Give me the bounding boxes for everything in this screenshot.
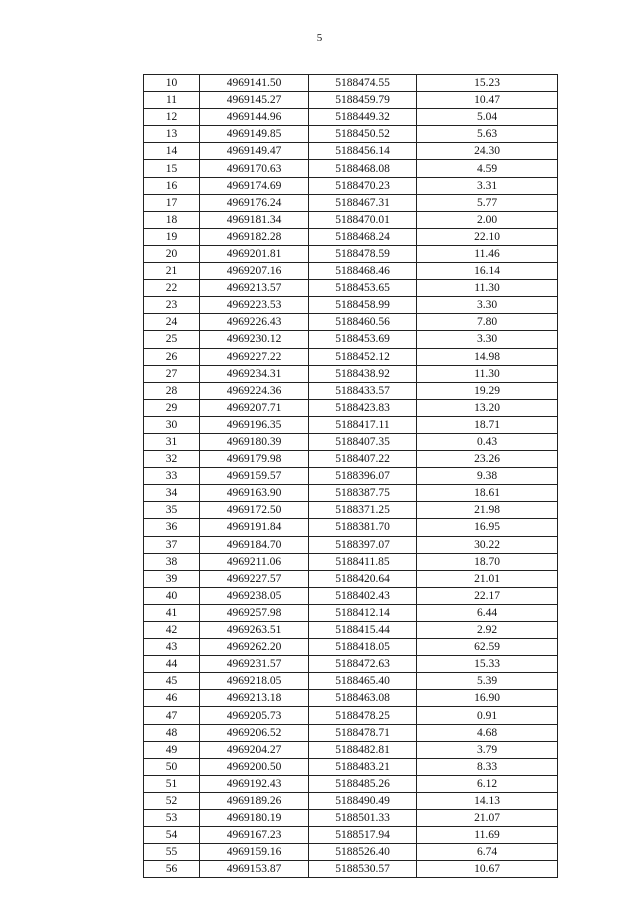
table-row <box>144 536 558 553</box>
table-row <box>144 109 558 126</box>
table-row <box>144 656 558 673</box>
x-coordinate-cell: 4969172.50 <box>200 502 309 519</box>
table-row <box>144 468 558 485</box>
y-coordinate-cell: 5188418.05 <box>309 639 417 656</box>
point-number-cell: 45 <box>144 673 200 690</box>
point-number-cell: 24 <box>144 314 200 331</box>
distance-cell: 13.20 <box>417 399 558 416</box>
y-coordinate-cell: 5188456.14 <box>309 143 417 160</box>
table-row <box>144 570 558 587</box>
table-row <box>144 177 558 194</box>
x-coordinate-cell: 4969174.69 <box>200 177 309 194</box>
distance-cell: 18.71 <box>417 416 558 433</box>
point-number-cell: 27 <box>144 365 200 382</box>
table-row <box>144 143 558 160</box>
y-coordinate-cell: 5188485.26 <box>309 775 417 792</box>
y-coordinate-cell: 5188453.65 <box>309 280 417 297</box>
point-number-cell: 30 <box>144 416 200 433</box>
distance-cell: 3.30 <box>417 331 558 348</box>
point-number-cell: 21 <box>144 263 200 280</box>
y-coordinate-cell: 5188468.24 <box>309 228 417 245</box>
point-number-cell: 38 <box>144 553 200 570</box>
distance-cell: 16.14 <box>417 263 558 280</box>
x-coordinate-cell: 4969167.23 <box>200 827 309 844</box>
point-number-cell: 31 <box>144 433 200 450</box>
y-coordinate-cell: 5188412.14 <box>309 604 417 621</box>
y-coordinate-cell: 5188415.44 <box>309 622 417 639</box>
x-coordinate-cell: 4969181.34 <box>200 211 309 228</box>
table-row <box>144 775 558 792</box>
table-row <box>144 792 558 809</box>
y-coordinate-cell: 5188468.08 <box>309 160 417 177</box>
y-coordinate-cell: 5188407.22 <box>309 451 417 468</box>
table-row <box>144 707 558 724</box>
x-coordinate-cell: 4969170.63 <box>200 160 309 177</box>
point-number-cell: 18 <box>144 211 200 228</box>
x-coordinate-cell: 4969159.16 <box>200 844 309 861</box>
x-coordinate-cell: 4969211.06 <box>200 553 309 570</box>
distance-cell: 14.13 <box>417 792 558 809</box>
y-coordinate-cell: 5188460.56 <box>309 314 417 331</box>
y-coordinate-cell: 5188407.35 <box>309 433 417 450</box>
distance-cell: 7.80 <box>417 314 558 331</box>
y-coordinate-cell: 5188371.25 <box>309 502 417 519</box>
x-coordinate-cell: 4969153.87 <box>200 861 309 878</box>
point-number-cell: 40 <box>144 587 200 604</box>
x-coordinate-cell: 4969224.36 <box>200 382 309 399</box>
x-coordinate-cell: 4969231.57 <box>200 656 309 673</box>
y-coordinate-cell: 5188478.71 <box>309 724 417 741</box>
y-coordinate-cell: 5188417.11 <box>309 416 417 433</box>
y-coordinate-cell: 5188396.07 <box>309 468 417 485</box>
y-coordinate-cell: 5188449.32 <box>309 109 417 126</box>
y-coordinate-cell: 5188402.43 <box>309 587 417 604</box>
distance-cell: 16.90 <box>417 690 558 707</box>
distance-cell: 3.31 <box>417 177 558 194</box>
y-coordinate-cell: 5188423.83 <box>309 399 417 416</box>
y-coordinate-cell: 5188420.64 <box>309 570 417 587</box>
table-row <box>144 416 558 433</box>
table-row <box>144 758 558 775</box>
point-number-cell: 19 <box>144 228 200 245</box>
x-coordinate-cell: 4969149.85 <box>200 126 309 143</box>
x-coordinate-cell: 4969184.70 <box>200 536 309 553</box>
coordinates-table-body <box>144 75 558 878</box>
x-coordinate-cell: 4969192.43 <box>200 775 309 792</box>
y-coordinate-cell: 5188452.12 <box>309 348 417 365</box>
distance-cell: 5.04 <box>417 109 558 126</box>
table-row <box>144 604 558 621</box>
y-coordinate-cell: 5188530.57 <box>309 861 417 878</box>
point-number-cell: 43 <box>144 639 200 656</box>
y-coordinate-cell: 5188474.55 <box>309 75 417 92</box>
table-row <box>144 587 558 604</box>
y-coordinate-cell: 5188470.23 <box>309 177 417 194</box>
x-coordinate-cell: 4969204.27 <box>200 741 309 758</box>
distance-cell: 6.12 <box>417 775 558 792</box>
x-coordinate-cell: 4969189.26 <box>200 792 309 809</box>
point-number-cell: 15 <box>144 160 200 177</box>
y-coordinate-cell: 5188465.40 <box>309 673 417 690</box>
distance-cell: 30.22 <box>417 536 558 553</box>
x-coordinate-cell: 4969206.52 <box>200 724 309 741</box>
table-row <box>144 553 558 570</box>
x-coordinate-cell: 4969213.57 <box>200 280 309 297</box>
table-row <box>144 844 558 861</box>
x-coordinate-cell: 4969223.53 <box>200 297 309 314</box>
distance-cell: 0.91 <box>417 707 558 724</box>
distance-cell: 19.29 <box>417 382 558 399</box>
distance-cell: 4.59 <box>417 160 558 177</box>
table-row <box>144 485 558 502</box>
x-coordinate-cell: 4969263.51 <box>200 622 309 639</box>
x-coordinate-cell: 4969182.28 <box>200 228 309 245</box>
table-row <box>144 810 558 827</box>
point-number-cell: 13 <box>144 126 200 143</box>
x-coordinate-cell: 4969196.35 <box>200 416 309 433</box>
point-number-cell: 36 <box>144 519 200 536</box>
x-coordinate-cell: 4969257.98 <box>200 604 309 621</box>
x-coordinate-cell: 4969180.39 <box>200 433 309 450</box>
y-coordinate-cell: 5188526.40 <box>309 844 417 861</box>
distance-cell: 18.61 <box>417 485 558 502</box>
x-coordinate-cell: 4969238.05 <box>200 587 309 604</box>
x-coordinate-cell: 4969159.57 <box>200 468 309 485</box>
point-number-cell: 53 <box>144 810 200 827</box>
distance-cell: 24.30 <box>417 143 558 160</box>
point-number-cell: 23 <box>144 297 200 314</box>
table-row <box>144 263 558 280</box>
distance-cell: 11.46 <box>417 245 558 262</box>
distance-cell: 10.47 <box>417 92 558 109</box>
x-coordinate-cell: 4969163.90 <box>200 485 309 502</box>
table-row <box>144 382 558 399</box>
y-coordinate-cell: 5188478.25 <box>309 707 417 724</box>
table-row <box>144 639 558 656</box>
point-number-cell: 52 <box>144 792 200 809</box>
distance-cell: 11.69 <box>417 827 558 844</box>
y-coordinate-cell: 5188483.21 <box>309 758 417 775</box>
distance-cell: 18.70 <box>417 553 558 570</box>
distance-cell: 3.79 <box>417 741 558 758</box>
distance-cell: 62.59 <box>417 639 558 656</box>
x-coordinate-cell: 4969207.71 <box>200 399 309 416</box>
table-row <box>144 399 558 416</box>
table-row <box>144 690 558 707</box>
point-number-cell: 16 <box>144 177 200 194</box>
table-row <box>144 314 558 331</box>
x-coordinate-cell: 4969213.18 <box>200 690 309 707</box>
point-number-cell: 44 <box>144 656 200 673</box>
y-coordinate-cell: 5188463.08 <box>309 690 417 707</box>
distance-cell: 8.33 <box>417 758 558 775</box>
point-number-cell: 35 <box>144 502 200 519</box>
distance-cell: 2.92 <box>417 622 558 639</box>
table-row <box>144 126 558 143</box>
table-row <box>144 75 558 92</box>
x-coordinate-cell: 4969145.27 <box>200 92 309 109</box>
x-coordinate-cell: 4969218.05 <box>200 673 309 690</box>
distance-cell: 5.39 <box>417 673 558 690</box>
x-coordinate-cell: 4969141.50 <box>200 75 309 92</box>
table-row <box>144 92 558 109</box>
point-number-cell: 50 <box>144 758 200 775</box>
x-coordinate-cell: 4969191.84 <box>200 519 309 536</box>
table-row <box>144 724 558 741</box>
x-coordinate-cell: 4969230.12 <box>200 331 309 348</box>
distance-cell: 22.17 <box>417 587 558 604</box>
x-coordinate-cell: 4969207.16 <box>200 263 309 280</box>
y-coordinate-cell: 5188470.01 <box>309 211 417 228</box>
distance-cell: 0.43 <box>417 433 558 450</box>
y-coordinate-cell: 5188459.79 <box>309 92 417 109</box>
y-coordinate-cell: 5188468.46 <box>309 263 417 280</box>
point-number-cell: 54 <box>144 827 200 844</box>
y-coordinate-cell: 5188482.81 <box>309 741 417 758</box>
point-number-cell: 14 <box>144 143 200 160</box>
x-coordinate-cell: 4969227.22 <box>200 348 309 365</box>
table-row <box>144 245 558 262</box>
point-number-cell: 22 <box>144 280 200 297</box>
y-coordinate-cell: 5188450.52 <box>309 126 417 143</box>
point-number-cell: 32 <box>144 451 200 468</box>
point-number-cell: 39 <box>144 570 200 587</box>
table-row <box>144 519 558 536</box>
x-coordinate-cell: 4969200.50 <box>200 758 309 775</box>
point-number-cell: 29 <box>144 399 200 416</box>
point-number-cell: 46 <box>144 690 200 707</box>
table-row <box>144 348 558 365</box>
y-coordinate-cell: 5188453.69 <box>309 331 417 348</box>
point-number-cell: 51 <box>144 775 200 792</box>
point-number-cell: 42 <box>144 622 200 639</box>
y-coordinate-cell: 5188387.75 <box>309 485 417 502</box>
y-coordinate-cell: 5188397.07 <box>309 536 417 553</box>
table-row <box>144 673 558 690</box>
point-number-cell: 17 <box>144 194 200 211</box>
distance-cell: 6.44 <box>417 604 558 621</box>
x-coordinate-cell: 4969205.73 <box>200 707 309 724</box>
x-coordinate-cell: 4969226.43 <box>200 314 309 331</box>
distance-cell: 5.63 <box>417 126 558 143</box>
x-coordinate-cell: 4969179.98 <box>200 451 309 468</box>
x-coordinate-cell: 4969144.96 <box>200 109 309 126</box>
point-number-cell: 20 <box>144 245 200 262</box>
y-coordinate-cell: 5188478.59 <box>309 245 417 262</box>
y-coordinate-cell: 5188472.63 <box>309 656 417 673</box>
table-row <box>144 861 558 878</box>
y-coordinate-cell: 5188517.94 <box>309 827 417 844</box>
table-row <box>144 451 558 468</box>
distance-cell: 15.33 <box>417 656 558 673</box>
table-row <box>144 827 558 844</box>
table-row <box>144 502 558 519</box>
point-number-cell: 25 <box>144 331 200 348</box>
y-coordinate-cell: 5188433.57 <box>309 382 417 399</box>
table-row <box>144 365 558 382</box>
y-coordinate-cell: 5188467.31 <box>309 194 417 211</box>
distance-cell: 5.77 <box>417 194 558 211</box>
table-row <box>144 741 558 758</box>
table-row <box>144 622 558 639</box>
y-coordinate-cell: 5188490.49 <box>309 792 417 809</box>
table-row <box>144 433 558 450</box>
point-number-cell: 41 <box>144 604 200 621</box>
y-coordinate-cell: 5188381.70 <box>309 519 417 536</box>
point-number-cell: 10 <box>144 75 200 92</box>
distance-cell: 23.26 <box>417 451 558 468</box>
point-number-cell: 56 <box>144 861 200 878</box>
distance-cell: 21.01 <box>417 570 558 587</box>
table-row <box>144 211 558 228</box>
distance-cell: 21.07 <box>417 810 558 827</box>
point-number-cell: 26 <box>144 348 200 365</box>
distance-cell: 10.67 <box>417 861 558 878</box>
point-number-cell: 47 <box>144 707 200 724</box>
point-number-cell: 34 <box>144 485 200 502</box>
x-coordinate-cell: 4969227.57 <box>200 570 309 587</box>
point-number-cell: 11 <box>144 92 200 109</box>
page-number: 5 <box>316 32 323 44</box>
distance-cell: 16.95 <box>417 519 558 536</box>
table-row <box>144 331 558 348</box>
distance-cell: 11.30 <box>417 365 558 382</box>
point-number-cell: 28 <box>144 382 200 399</box>
table-row <box>144 228 558 245</box>
table-row <box>144 297 558 314</box>
y-coordinate-cell: 5188411.85 <box>309 553 417 570</box>
table-row <box>144 280 558 297</box>
y-coordinate-cell: 5188501.33 <box>309 810 417 827</box>
distance-cell: 9.38 <box>417 468 558 485</box>
point-number-cell: 12 <box>144 109 200 126</box>
table-row <box>144 194 558 211</box>
distance-cell: 22.10 <box>417 228 558 245</box>
x-coordinate-cell: 4969262.20 <box>200 639 309 656</box>
x-coordinate-cell: 4969180.19 <box>200 810 309 827</box>
point-number-cell: 33 <box>144 468 200 485</box>
x-coordinate-cell: 4969176.24 <box>200 194 309 211</box>
point-number-cell: 48 <box>144 724 200 741</box>
y-coordinate-cell: 5188458.99 <box>309 297 417 314</box>
distance-cell: 6.74 <box>417 844 558 861</box>
distance-cell: 2.00 <box>417 211 558 228</box>
x-coordinate-cell: 4969149.47 <box>200 143 309 160</box>
point-number-cell: 37 <box>144 536 200 553</box>
distance-cell: 14.98 <box>417 348 558 365</box>
y-coordinate-cell: 5188438.92 <box>309 365 417 382</box>
table-row <box>144 160 558 177</box>
x-coordinate-cell: 4969234.31 <box>200 365 309 382</box>
distance-cell: 21.98 <box>417 502 558 519</box>
distance-cell: 3.30 <box>417 297 558 314</box>
distance-cell: 4.68 <box>417 724 558 741</box>
distance-cell: 11.30 <box>417 280 558 297</box>
coordinates-table <box>143 74 558 878</box>
x-coordinate-cell: 4969201.81 <box>200 245 309 262</box>
point-number-cell: 49 <box>144 741 200 758</box>
distance-cell: 15.23 <box>417 75 558 92</box>
point-number-cell: 55 <box>144 844 200 861</box>
